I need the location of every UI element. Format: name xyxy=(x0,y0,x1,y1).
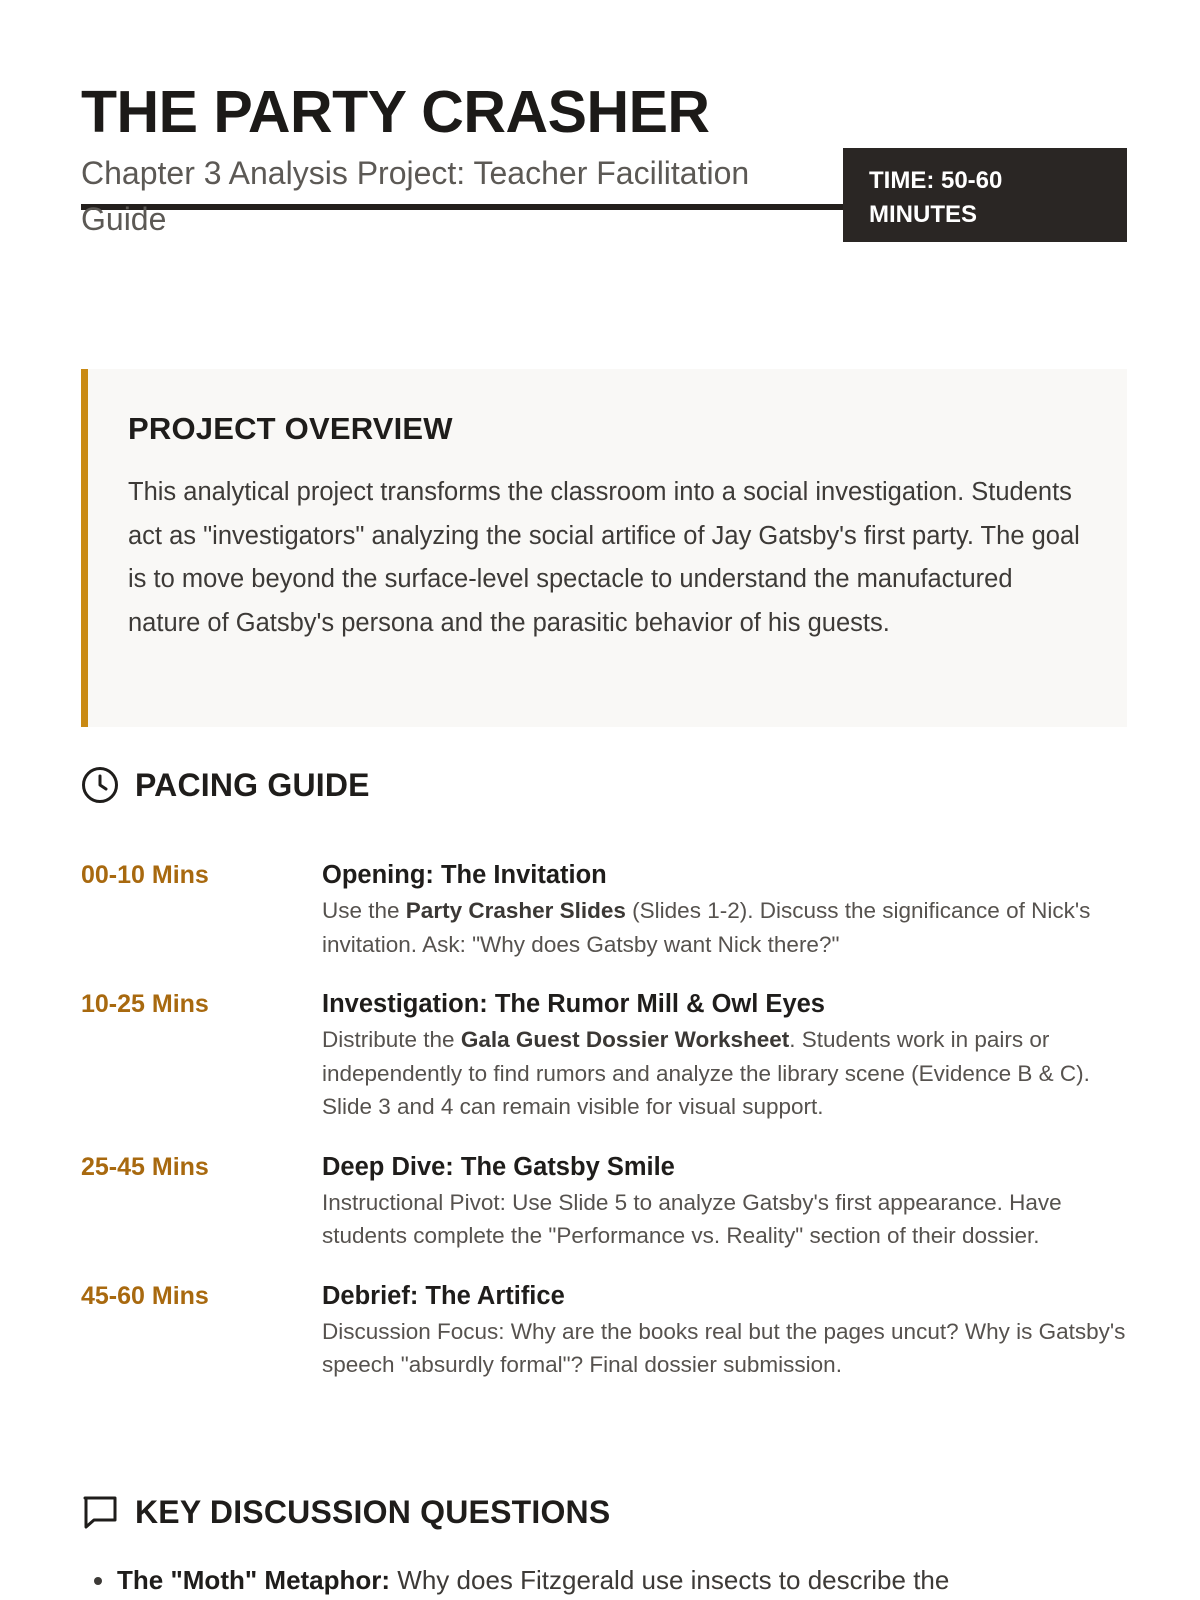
page-title: THE PARTY CRASHER xyxy=(81,79,710,145)
question-text: Why does Fitzgerald use insects to describe the xyxy=(390,1565,950,1595)
project-overview-box xyxy=(81,369,1127,727)
page-subtitle: Chapter 3 Analysis Project: Teacher Facilitation Guide xyxy=(81,155,750,237)
pacing-title: Deep Dive: The Gatsby Smile xyxy=(322,1152,675,1181)
pacing-desc-bold: Gala Guest Dossier Worksheet xyxy=(460,1027,790,1052)
pacing-desc-text: (Slides 1-2). Discuss the significance of Nick's invitation. Ask: "Why does Gatsby want Nick there?" xyxy=(322,898,1091,957)
time-badge: TIME: 50-60 MINUTES xyxy=(843,148,1127,242)
pacing-title: Opening: The Invitation xyxy=(322,861,607,889)
pacing-row xyxy=(81,1279,1127,1382)
pacing-time: 45-60 Mins xyxy=(81,1281,209,1310)
pacing-time: 00-10 Mins xyxy=(81,861,209,889)
overview-body: This analytical project transforms the classroom into a social investigation. Students act as "investigators" analyzing the social artifice of Jay Gatsby's first party. The goal is to move beyond the surface-level spectacle to understand the manufactured nature of Gatsby's persona and the parasitic behavior of his guests. xyxy=(128,478,1080,637)
pacing-row xyxy=(81,858,1127,961)
pacing-title: Investigation: The Rumor Mill & Owl Eyes xyxy=(322,990,825,1018)
questions-heading-text: KEY DISCUSSION QUESTIONS xyxy=(135,1493,611,1530)
pacing-title: Debrief: The Artifice xyxy=(322,1281,565,1310)
pacing-heading-text: PACING GUIDE xyxy=(135,766,370,803)
question-label: The "Moth" Metaphor: xyxy=(117,1565,391,1595)
pacing-time: 10-25 Mins xyxy=(81,990,209,1018)
pacing-description xyxy=(322,894,1127,961)
pacing-desc-text: Use the xyxy=(322,898,406,923)
pacing-desc-bold: Party Crasher Slides xyxy=(405,898,626,923)
chat-bubble-icon xyxy=(81,1493,119,1531)
pacing-desc-text: Instructional Pivot: Use Slide 5 to analyze Gatsby's first appearance. Have students complete the "Performance vs. Reality" section of their dossier. xyxy=(322,1189,1062,1248)
pacing-row xyxy=(81,987,1127,1124)
pacing-body xyxy=(322,858,1127,961)
pacing-body xyxy=(322,1279,1127,1382)
discussion-questions-heading xyxy=(81,1493,610,1531)
overview-heading: PROJECT OVERVIEW xyxy=(128,411,453,446)
pacing-list xyxy=(81,858,1127,1408)
pacing-body xyxy=(322,987,1127,1124)
pacing-row xyxy=(81,1150,1127,1253)
pacing-desc-text: . Students work in pairs or independently to find rumors and analyze the library scene (Evidence B & C). Slide 3 and 4 can remain visible for visual support. xyxy=(322,1027,1090,1119)
pacing-description xyxy=(322,1023,1127,1124)
guide-page xyxy=(81,0,1127,1595)
pacing-desc-text: Discussion Focus: Why are the books real but the pages uncut? Why is Gatsby's speech "absurdly formal"? Final dossier submission. xyxy=(322,1318,1126,1377)
clock-icon xyxy=(81,766,119,804)
discussion-questions-list xyxy=(81,1560,1163,1600)
pacing-description xyxy=(322,1315,1127,1382)
pacing-desc-text: Distribute the xyxy=(322,1027,461,1052)
pacing-guide-heading xyxy=(81,766,370,804)
list-item xyxy=(117,1560,1163,1600)
pacing-time: 25-45 Mins xyxy=(81,1152,209,1181)
pacing-description xyxy=(322,1186,1127,1253)
page-header xyxy=(81,0,1127,237)
pacing-body xyxy=(322,1150,1127,1253)
